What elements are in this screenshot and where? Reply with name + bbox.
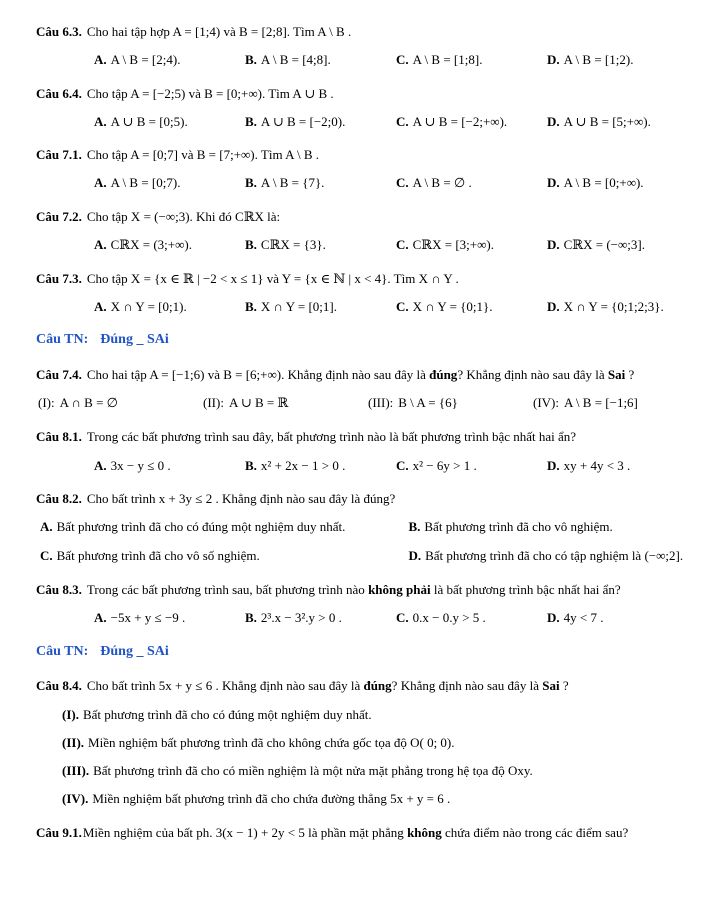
statement-key: (I). <box>62 706 79 722</box>
statement-text: B \ A = {6} <box>398 394 458 410</box>
question-line <box>36 365 698 385</box>
option-text: x² + 2x − 1 > 0 . <box>260 457 346 473</box>
option-letter: D. <box>547 298 560 314</box>
option-text: CℝX = [3;+∞). <box>412 237 494 253</box>
answer-options-row <box>36 608 698 628</box>
option-letter: D. <box>547 237 560 253</box>
answer-option-a <box>94 50 245 70</box>
question-stem: chứa điểm nào trong các điểm sau? <box>441 825 629 841</box>
question-stem: Trong các bất phương trình sau, bất phương trình nào <box>86 582 369 598</box>
question-block-8-2 <box>36 489 698 565</box>
option-text: xy + 4y < 3 . <box>563 457 631 473</box>
answer-option-c <box>396 297 547 317</box>
emphasis-khong-phai: không phải <box>368 582 431 598</box>
statement-iii <box>62 761 698 781</box>
statement-key: (IV). <box>62 791 89 807</box>
answer-option-d <box>408 546 698 566</box>
question-block-9-1 <box>36 823 698 843</box>
statements-row <box>36 393 698 413</box>
question-number: Câu 7.2. <box>36 208 82 224</box>
option-letter: C. <box>396 298 409 314</box>
option-text: A \ B = ∅ . <box>412 175 472 191</box>
answer-options-row <box>36 297 698 317</box>
question-block-7-4 <box>36 365 698 413</box>
option-text: X ∩ Y = {0;1}. <box>412 298 493 314</box>
question-block-8-3 <box>36 580 698 628</box>
tn-title: Đúng _ SAi <box>100 332 169 348</box>
question-line <box>36 269 698 289</box>
emphasis-sai: Sai <box>542 678 560 694</box>
question-number: Câu 8.3. <box>36 582 82 598</box>
answer-options-row <box>36 456 698 476</box>
answer-option-d <box>547 50 698 70</box>
question-stem: Cho tập A = [0;7] và B = [7;+∞). Tìm A \ B . <box>86 147 320 163</box>
option-letter: B. <box>245 610 257 626</box>
statement-i <box>38 393 203 413</box>
option-letter: A. <box>94 298 107 314</box>
question-number: Câu 7.1. <box>36 147 82 163</box>
question-block-6-3 <box>36 22 698 70</box>
option-letter: B. <box>408 519 421 535</box>
question-block-7-2 <box>36 207 698 255</box>
tn-title: Đúng _ SAi <box>100 643 169 659</box>
question-line <box>36 676 698 696</box>
statement-key: (II): <box>203 394 224 410</box>
answer-option-a <box>94 235 245 255</box>
option-letter: D. <box>547 610 560 626</box>
answer-option-b <box>245 112 396 132</box>
option-letter: C. <box>396 113 409 129</box>
question-number: Câu 8.2. <box>36 491 82 507</box>
question-stem: ? <box>559 678 569 694</box>
question-number: Câu 7.4. <box>36 366 82 382</box>
answer-option-d <box>547 456 698 476</box>
option-letter: A. <box>94 610 107 626</box>
question-line <box>36 489 698 509</box>
emphasis-khong: không <box>407 825 442 841</box>
option-text: 4y < 7 . <box>563 610 604 626</box>
answer-option-c <box>40 546 408 566</box>
question-stem: Trong các bất phương trình sau đây, bất phương trình nào là bất phương trình bậc nhất hai ẩn? <box>86 429 577 445</box>
tn-prefix: Câu TN: <box>36 643 89 659</box>
statement-ii <box>203 393 368 413</box>
question-block-7-1 <box>36 145 698 193</box>
option-text: CℝX = (−∞;3]. <box>563 237 645 253</box>
statement-iv <box>62 789 698 809</box>
option-text: A ∪ B = [0;5). <box>110 113 188 129</box>
answer-option-b <box>245 608 396 628</box>
option-letter: A. <box>94 52 107 68</box>
statement-ii <box>62 733 698 753</box>
question-number: Câu 6.4. <box>36 85 82 101</box>
tn-prefix: Câu TN: <box>36 332 89 348</box>
option-letter: A. <box>94 457 107 473</box>
question-stem: ? Khẳng định nào sau đây là <box>391 678 543 694</box>
option-text: A \ B = [4;8]. <box>260 52 331 68</box>
answer-option-b <box>245 173 396 193</box>
answer-option-c <box>396 112 547 132</box>
option-text: 2³.x − 3².y > 0 . <box>260 610 342 626</box>
question-number: Câu 8.4. <box>36 678 82 694</box>
answer-option-a <box>40 517 408 537</box>
answer-option-b <box>245 456 396 476</box>
question-stem: Cho hai tập hợp A = [1;4) và B = [2;8]. Tìm A \ B . <box>86 24 352 39</box>
question-stem: Cho hai tập A = [−1;6) và B = [6;+∞). Khẳng định nào sau đây là <box>86 366 430 382</box>
question-stem: Cho tập X = (−∞;3). Khi đó CℝX là: <box>86 208 281 224</box>
answer-options-row <box>36 112 698 132</box>
question-number: Câu 8.1. <box>36 429 82 445</box>
answer-option-b <box>408 517 698 537</box>
option-letter: C. <box>396 457 409 473</box>
option-letter: B. <box>245 175 257 191</box>
question-line <box>36 22 698 42</box>
option-text: A ∪ B = [−2;0). <box>260 113 346 129</box>
answer-option-d <box>547 173 698 193</box>
answer-options-row <box>36 50 698 70</box>
question-number: Câu 6.3. <box>36 24 82 39</box>
option-letter: D. <box>547 113 560 129</box>
statement-text: Bất phương trình đã cho có miền nghiệm là một nửa mặt phẳng trong hệ tọa độ Oxy. <box>93 762 533 778</box>
true-false-section-heading <box>36 642 698 662</box>
answer-option-a <box>94 456 245 476</box>
answer-option-c <box>396 235 547 255</box>
statement-text: A ∪ B = ℝ <box>228 394 289 410</box>
option-letter: C. <box>396 52 409 68</box>
question-line <box>36 207 698 227</box>
answer-option-b <box>245 50 396 70</box>
option-letter: C. <box>396 610 409 626</box>
question-number: Câu 7.3. <box>36 270 82 286</box>
option-letter: C. <box>40 547 53 563</box>
option-text: −5x + y ≤ −9 . <box>110 610 186 626</box>
answer-option-c <box>396 50 547 70</box>
answer-options-row <box>36 235 698 255</box>
option-text: CℝX = {3}. <box>260 237 326 253</box>
option-letter: D. <box>408 547 422 563</box>
statement-text: Miền nghiệm bất phương trình đã cho không chứa gốc tọa độ O( 0; 0). <box>88 734 455 750</box>
question-stem: ? <box>625 366 635 382</box>
statement-key: (IV): <box>533 394 559 410</box>
answer-option-b <box>245 235 396 255</box>
option-text: A \ B = [0;7). <box>110 175 181 191</box>
question-stem: Cho tập X = {x ∈ ℝ | −2 < x ≤ 1} và Y = {x ∈ ℕ | x < 4}. Tìm X ∩ Y . <box>86 270 459 286</box>
option-letter: D. <box>547 457 560 473</box>
answer-option-a <box>94 297 245 317</box>
option-letter: A. <box>94 237 107 253</box>
statements-list <box>36 705 698 810</box>
option-text: X ∩ Y = [0;1). <box>110 298 187 314</box>
answer-option-d <box>547 112 698 132</box>
option-letter: A. <box>40 519 53 535</box>
option-letter: B. <box>245 298 257 314</box>
emphasis-sai: Sai <box>607 366 626 382</box>
option-text: Bất phương trình đã cho vô nghiệm. <box>424 519 613 535</box>
option-letter: B. <box>245 113 257 129</box>
answer-option-d <box>547 608 698 628</box>
answer-option-a <box>94 112 245 132</box>
question-line <box>36 823 698 843</box>
statement-iii <box>368 393 533 413</box>
option-text: A \ B = {7}. <box>260 175 325 191</box>
answer-option-b <box>245 297 396 317</box>
statement-key: (III). <box>62 762 90 778</box>
statement-iv <box>533 393 698 413</box>
question-block-8-1 <box>36 427 698 475</box>
option-text: A \ B = [1;2). <box>563 52 634 68</box>
question-stem: là bất phương trình bậc nhất hai ẩn? <box>430 582 621 598</box>
option-text: A \ B = [0;+∞). <box>563 175 644 191</box>
emphasis-dung: đúng <box>363 678 392 694</box>
question-line <box>36 427 698 447</box>
question-line <box>36 580 698 600</box>
question-stem: Cho bất trình x + 3y ≤ 2 . Khẳng định nào sau đây là đúng? <box>86 491 396 507</box>
option-letter: D. <box>547 175 560 191</box>
option-letter: A. <box>94 175 107 191</box>
statement-text: Bất phương trình đã cho có đúng một nghiệm duy nhất. <box>82 706 372 722</box>
option-text: A \ B = [2;4). <box>110 52 181 68</box>
statement-key: (II). <box>62 734 85 750</box>
question-block-8-4 <box>36 676 698 809</box>
answer-options-grid <box>36 517 698 565</box>
statement-text: A \ B = [−1;6] <box>564 394 638 410</box>
answer-option-c <box>396 608 547 628</box>
option-text: A \ B = [1;8]. <box>412 52 483 68</box>
question-line <box>36 145 698 165</box>
question-block-6-4 <box>36 84 698 132</box>
question-number: Câu 9.1. <box>36 825 82 841</box>
true-false-section-heading <box>36 330 698 350</box>
option-letter: B. <box>245 237 257 253</box>
option-text: X ∩ Y = {0;1;2;3}. <box>563 298 664 314</box>
option-text: x² − 6y > 1 . <box>412 457 477 473</box>
option-text: Bất phương trình đã cho có tập nghiệm là (−∞;2]. <box>425 547 684 563</box>
answer-option-d <box>547 235 698 255</box>
question-stem: Miền nghiệm của bất ph. 3(x − 1) + 2y < 5 là phần mặt phẳng <box>82 825 408 841</box>
option-letter: C. <box>396 175 409 191</box>
question-stem: Cho bất trình 5x + y ≤ 6 . Khẳng định nào sau đây là <box>86 678 364 694</box>
statement-text: Miền nghiệm bất phương trình đã cho chứa đường thẳng 5x + y = 6 . <box>92 791 451 807</box>
option-text: A ∪ B = [5;+∞). <box>563 113 651 129</box>
option-text: 3x − y ≤ 0 . <box>110 457 171 473</box>
answer-option-c <box>396 456 547 476</box>
option-text: Bất phương trình đã cho vô số nghiệm. <box>56 547 260 563</box>
statement-text: A ∩ B = ∅ <box>59 394 118 410</box>
emphasis-dung: đúng <box>429 366 458 382</box>
question-block-7-3 <box>36 269 698 317</box>
answer-options-row <box>36 173 698 193</box>
option-text: A ∪ B = [−2;+∞). <box>412 113 508 129</box>
option-text: Bất phương trình đã cho có đúng một nghiệm duy nhất. <box>56 519 346 535</box>
option-letter: A. <box>94 113 107 129</box>
answer-option-a <box>94 608 245 628</box>
question-stem: ? Khẳng định nào sau đây là <box>457 366 608 382</box>
statement-key: (III): <box>368 394 394 410</box>
option-letter: B. <box>245 457 257 473</box>
option-text: 0.x − 0.y > 5 . <box>412 610 486 626</box>
question-stem: Cho tập A = [−2;5) và B = [0;+∞). Tìm A ∪ B . <box>86 85 334 101</box>
statement-i <box>62 705 698 725</box>
answer-option-a <box>94 173 245 193</box>
option-letter: C. <box>396 237 409 253</box>
answer-option-d <box>547 297 698 317</box>
option-letter: D. <box>547 52 560 68</box>
statement-key: (I): <box>38 394 55 410</box>
option-letter: B. <box>245 52 257 68</box>
question-line <box>36 84 698 104</box>
answer-option-c <box>396 173 547 193</box>
option-text: X ∩ Y = [0;1]. <box>260 298 337 314</box>
option-text: CℝX = (3;+∞). <box>110 237 192 253</box>
